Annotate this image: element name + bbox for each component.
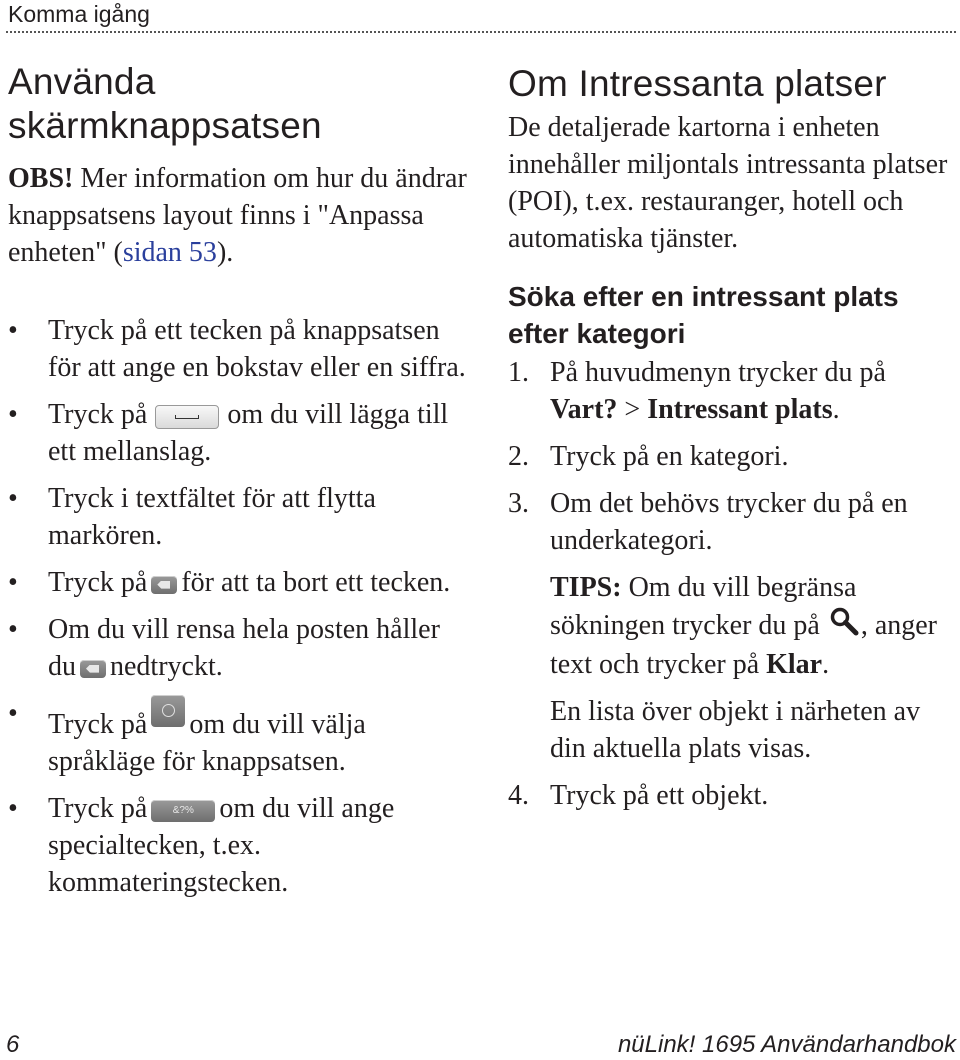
section-header: Komma igång (8, 1, 150, 27)
note-end: ). (216, 237, 234, 268)
backspace-key-icon (151, 576, 177, 594)
bullet-post: om du vill ange specialtecken, t.ex. kommateringstecken. (48, 793, 395, 898)
list-item (508, 777, 948, 814)
tip-text: Om du vill begränsa sökningen trycker du på (550, 572, 857, 641)
step-number: 3. (508, 488, 529, 519)
list-item (508, 485, 948, 559)
tip-bold: Klar (766, 649, 823, 680)
backspace-key-icon (80, 660, 106, 678)
search-icon (829, 606, 859, 646)
list-item: • Tryck på ett tecken på knappsatsen för att ange en bokstav eller en siffra. (8, 315, 466, 383)
steps-list (508, 354, 948, 559)
list-item: • Tryck på för att ta bort ett tecken. (8, 567, 451, 598)
list-item: • Tryck på &?% om du vill ange specialtecken, t.ex. kommateringstecken. (8, 793, 395, 898)
step-number: 4. (508, 780, 529, 811)
list-item (508, 354, 948, 428)
step-text: . (832, 394, 840, 425)
bullet-pre: Om du vill rensa hela posten håller du (48, 614, 440, 682)
list-item: • Tryck i textfältet för att flytta markören. (8, 483, 376, 551)
bullet-pre: Tryck på (48, 399, 148, 430)
left-column (8, 60, 468, 911)
steps-list-continued (508, 777, 948, 814)
list-item (508, 438, 948, 475)
step-bold: Intressant plats (647, 394, 833, 425)
intro-paragraph: De detaljerade kartorna i enheten innehåller miljontals intressanta platser (POI), t.ex. restauranger, hotell och automatiska tjänster. (508, 112, 948, 254)
bullet-pre: Tryck på (48, 709, 148, 740)
right-column (508, 60, 948, 824)
bullet-text: Tryck på ett tecken på knappsatsen för att ange en bokstav eller en siffra. (48, 315, 466, 383)
bullet-post: för att ta bort ett tecken. (181, 567, 451, 598)
symbols-key-icon: &?% (151, 800, 215, 822)
left-title-line1: Använda (8, 61, 156, 102)
step-text: Tryck på ett objekt. (550, 780, 769, 811)
step-text: Tryck på en kategori. (550, 441, 789, 472)
step-text: På huvudmenyn trycker du på (550, 357, 886, 388)
note-paragraph (8, 160, 468, 271)
bullet-pre: Tryck på (48, 793, 148, 824)
step-bold: Vart? (550, 394, 618, 425)
step-text: > (617, 394, 648, 425)
bullet-text: Tryck i textfältet för att flytta markören. (48, 483, 376, 551)
bullet-pre: Tryck på (48, 567, 148, 598)
space-key-icon (155, 405, 219, 429)
note-page-link[interactable]: sidan 53 (122, 237, 217, 268)
tip-paragraph (508, 569, 948, 683)
page-number: 6 (6, 1031, 20, 1058)
list-item: • Tryck på om du vill välja språkläge för knappsatsen. (8, 695, 468, 780)
tip-label: TIPS: (550, 572, 622, 603)
tip-text: , anger text och trycker på (550, 610, 938, 680)
list-item: • Om du vill rensa hela posten håller du nedtryckt. (8, 614, 440, 682)
bullet-post: om du vill välja språkläge för knappsatsen. (48, 709, 366, 777)
bullet-post: nedtryckt. (110, 651, 223, 682)
tip-end: . (822, 649, 830, 680)
right-title: Om Intressanta platser (508, 63, 887, 104)
subheading: Söka efter en intressant plats efter kategori (508, 281, 899, 349)
list-item: • Tryck på om du vill lägga till ett mellanslag. (8, 399, 449, 467)
header-rule (6, 31, 956, 33)
left-title (8, 60, 468, 148)
note-label: OBS! (8, 163, 74, 194)
manual-title: nüLink! 1695 Användarhandbok (617, 1031, 956, 1058)
tip-note: En lista över objekt i närheten av din aktuella plats visas. (550, 696, 921, 764)
bullet-post: om du vill lägga till ett mellanslag. (48, 399, 449, 467)
note-text: Mer information om hur du ändrar knappsatsens layout finns i "Anpassa enheten" ( (8, 163, 467, 268)
keyboard-tips-list (8, 312, 468, 901)
step-text: Om det behövs trycker du på en underkategori. (550, 488, 908, 556)
step-number: 2. (508, 441, 529, 472)
left-title-line2: skärmknappsatsen (8, 105, 322, 146)
step-number: 1. (508, 357, 529, 388)
language-globe-key-icon (151, 695, 185, 727)
